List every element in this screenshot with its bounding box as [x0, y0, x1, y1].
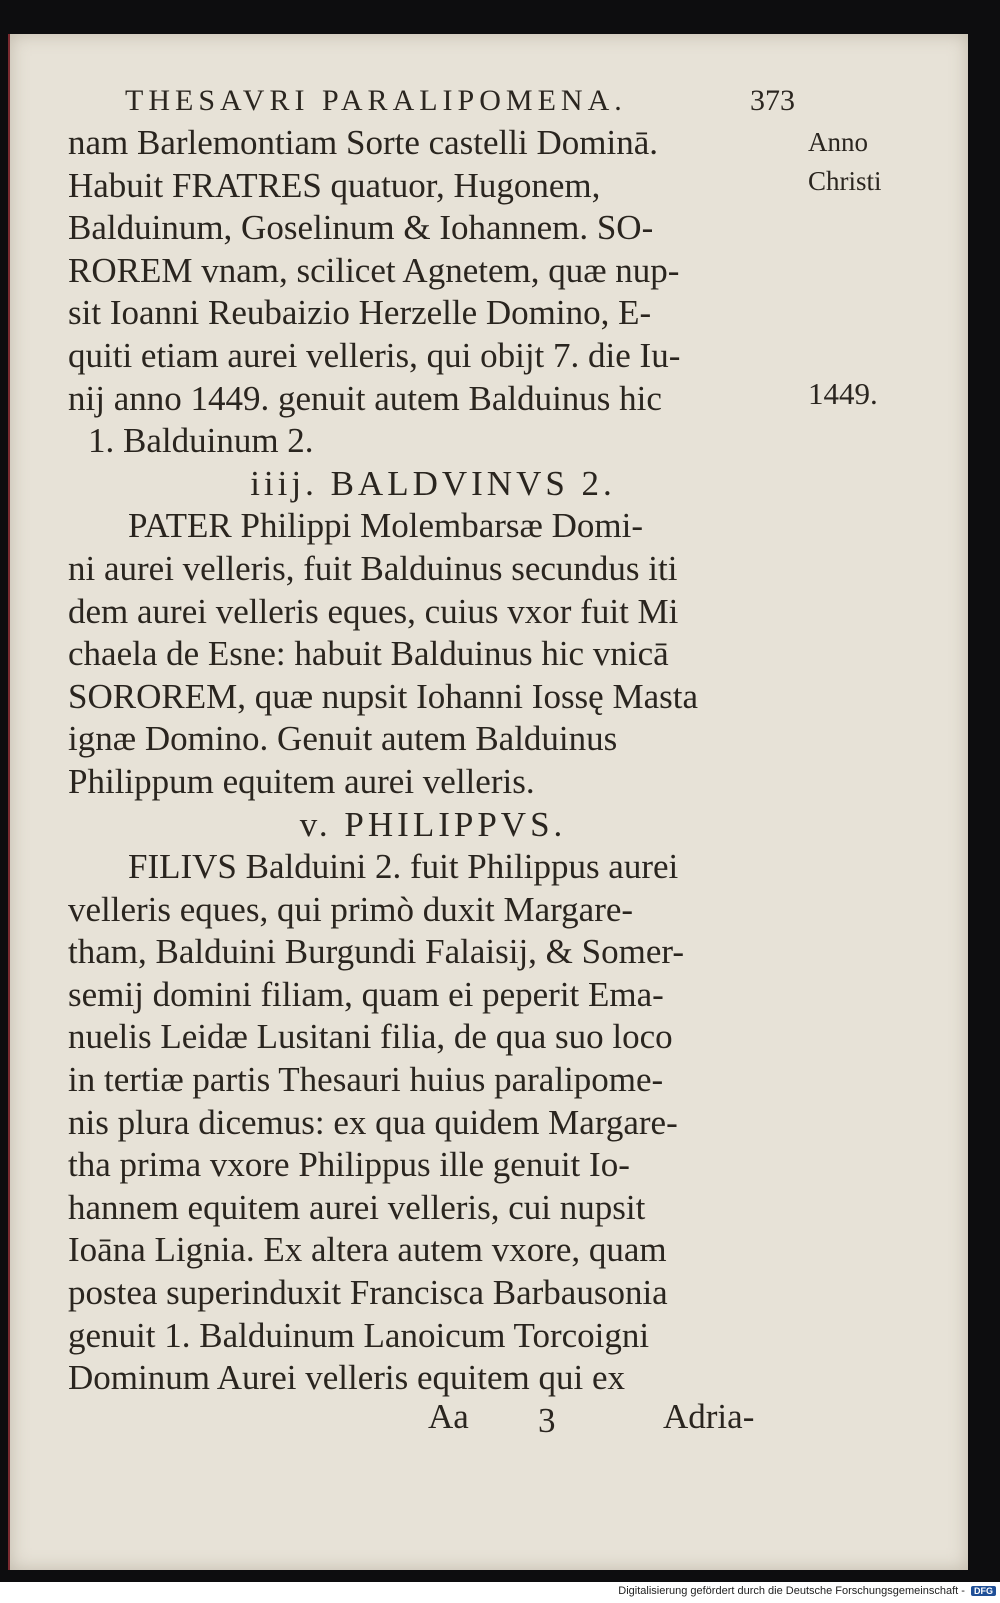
digitization-credit: [618, 1585, 996, 1597]
text-line: in tertiæ partis Thesauri huius paralipome-: [68, 1060, 664, 1100]
signature-mark: Aa: [428, 1397, 469, 1436]
text-line: tham, Balduini Burgundi Falaisij, & Somer-: [68, 932, 684, 972]
credit-text: Digitalisierung gefördert durch die Deutsche Forschungsgemeinschaft -: [618, 1585, 965, 1597]
section-heading-philippus: v. PHILIPPVS.: [299, 804, 567, 844]
margin-note-year: 1449.: [808, 376, 878, 411]
text-line: sit Ioanni Reubaizio Herzelle Domino, E-: [68, 293, 652, 333]
text-line: nis plura dicemus: ex qua quidem Margare-: [68, 1102, 678, 1142]
text-line: quiti etiam aurei velleris, qui obijt 7. die Iu-: [68, 335, 681, 375]
margin-note-christi: Christi: [808, 166, 882, 196]
text-line: dem aurei velleris eques, cuius vxor fuit Mi: [68, 591, 679, 631]
text-line: 1. Balduinum 2.: [88, 421, 314, 461]
text-line: nij anno 1449. genuit autem Balduinus hic: [68, 378, 662, 418]
text-line: genuit 1. Balduinum Lanoicum Torcoigni: [68, 1315, 650, 1355]
body-text: [68, 122, 798, 1400]
text-line: tha prima vxore Philippus ille genuit Io-: [68, 1145, 630, 1185]
dfg-logo: DFG: [971, 1586, 996, 1596]
margin-note-anno: Anno: [808, 127, 868, 157]
page-number: 373: [750, 84, 795, 117]
section-heading-baldvinus: iiij. BALDVINVS 2.: [250, 463, 616, 503]
page-header: [125, 84, 805, 118]
text-line: Ioāna Lignia. Ex altera autem vxore, quam: [68, 1230, 667, 1270]
text-line: FILIVS Balduini 2. fuit Philippus aurei: [128, 847, 679, 887]
text-line: PATER Philippi Molembarsæ Domi-: [128, 506, 644, 546]
text-line: Dominum Aurei velleris equitem qui ex: [68, 1358, 625, 1398]
catchword: Adria-: [663, 1397, 755, 1436]
text-line: nam Barlemontiam Sorte castelli Dominā.: [68, 123, 658, 162]
text-line: ignæ Domino. Genuit autem Balduinus: [68, 719, 618, 759]
text-line: chaela de Esne: habuit Balduinus hic vnicā: [68, 634, 669, 674]
text-line: hannem equitem aurei velleris, cui nupsit: [68, 1187, 646, 1227]
text-line: semij domini filiam, quam ei peperit Ema-: [68, 974, 664, 1014]
text-line: ROREM vnam, scilicet Agnetem, quæ nup-: [68, 250, 680, 290]
text-line: nuelis Leidæ Lusitani filia, de qua suo loco: [68, 1017, 673, 1057]
signature-number: 3: [538, 1401, 556, 1440]
text-line: velleris eques, qui primò duxit Margare-: [68, 889, 634, 929]
text-line: ni aurei velleris, fuit Balduinus secundus iti: [68, 548, 678, 588]
text-line: postea superinduxit Francisca Barbausonia: [68, 1273, 668, 1313]
text-line: Habuit FRATRES quatuor, Hugonem,: [68, 165, 601, 205]
text-line: SOROREM, quæ nupsit Iohanni Iossę Masta: [68, 676, 698, 716]
text-line: Balduinum, Goselinum & Iohannem. SO-: [68, 208, 654, 248]
running-title: THESAVRI PARALIPOMENA.: [125, 84, 627, 117]
text-line: Philippum equitem aurei velleris.: [68, 761, 535, 801]
